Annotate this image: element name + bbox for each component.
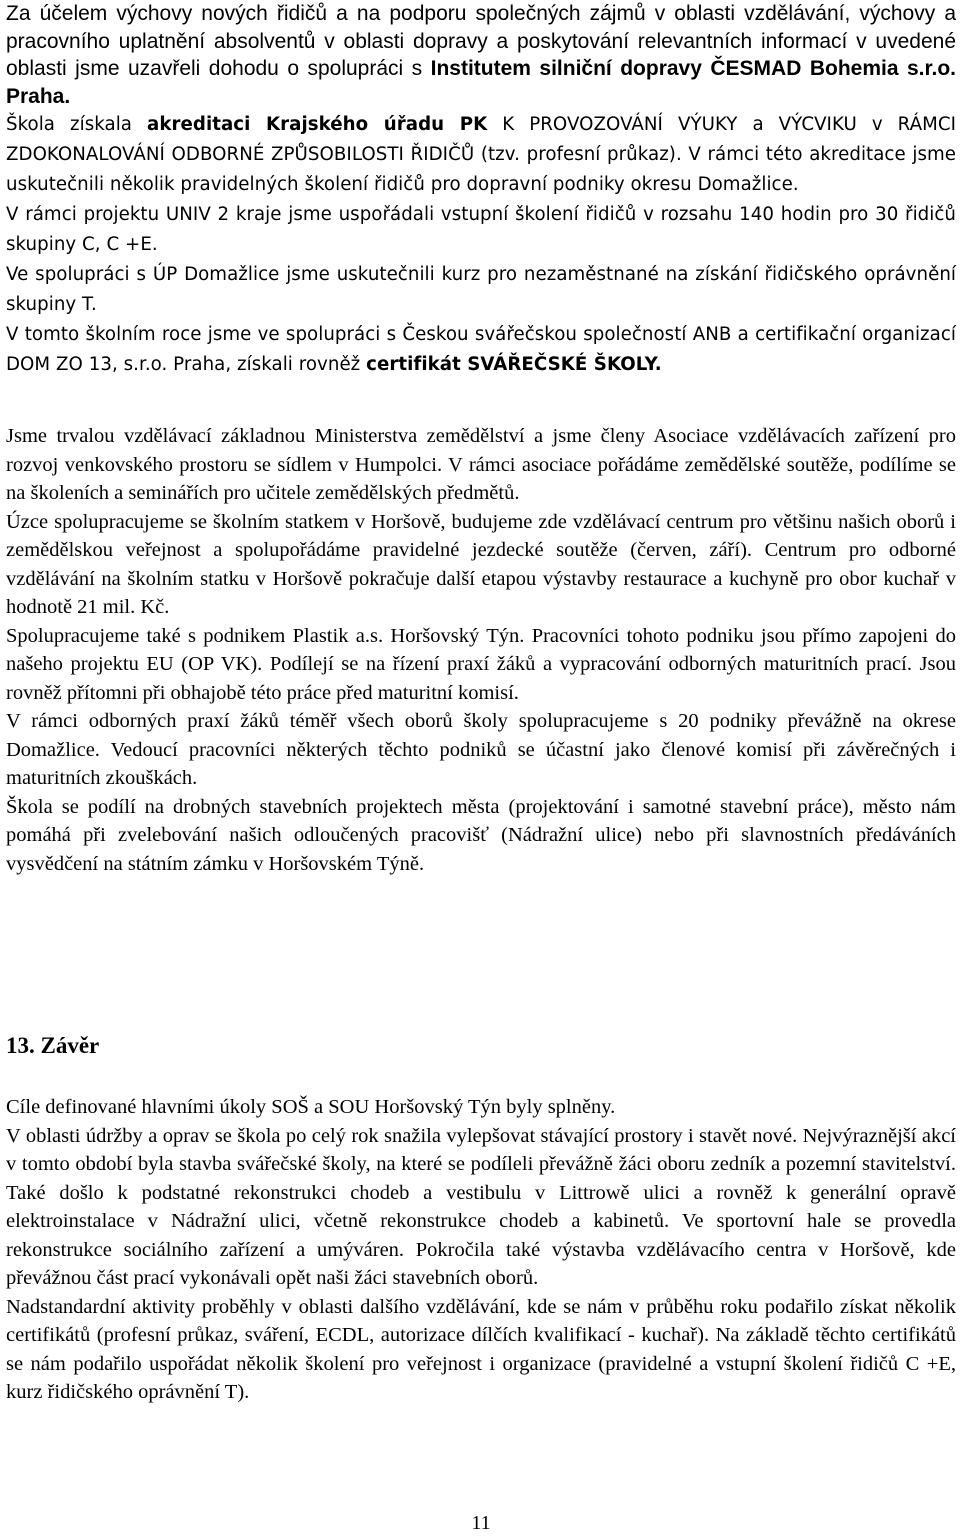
paragraph-text: V tomto školním roce jsme ve spolupráci s Českou svářečskou společností ANB a certifikační organizací DOM ZO 13, s.r.o. Praha, získali rovněž <box>6 324 956 375</box>
section-cooperation <box>6 0 956 380</box>
bold-text: akreditaci Krajského úřadu PK <box>147 114 488 135</box>
section-heading-zaver: 13. Závěr <box>6 1033 100 1058</box>
paragraph-horsov-farm: Úzce spolupracujeme se školním statkem v Horšově, budujeme zde vzdělávací centrum pro většinu našich oborů i zemědělskou veřejnost a spolupořádáme pravidelné jezdecké soutěže (červen, září). Centrum pro odborné vzdělávání na školním statku v Horšově pokračuje další etapou výstavby restaurace a kuchyně pro obor kuchař v hodnotě 21 mil. Kč. <box>6 510 956 618</box>
section-partners <box>6 422 956 878</box>
section-conclusion <box>6 1093 956 1407</box>
paragraph-accreditation <box>6 110 956 200</box>
paragraph-plastik: Spolupracujeme také s podnikem Plastik a.s. Horšovský Týn. Pracovníci tohoto podniku jsou přímo zapojeni do našeho projektu EU (OP VK). Podílejí se na řízení praxí žáků a vypracování odborných maturitních prací. Jsou rovněž přítomni při obhajobě této práce před maturitní komisí. <box>6 624 956 704</box>
page-number: 11 <box>471 1512 491 1534</box>
paragraph-activities: Nadstandardní aktivity proběhly v oblasti dalšího vzdělávání, kde se nám v průběhu roku podařilo získat několik certifikátů (profesní průkaz, sváření, ECDL, autorizace dílčích kvalifikací - kuchař). Na základě těchto certifikátů se nám podařilo uspořádat několik školení pro veřejnost i organizace (pravidelné a vstupní školení řidičů C +E, kurz řidičského oprávnění T). <box>6 1295 956 1403</box>
paragraph-up-domazlice: Ve spolupráci s ÚP Domažlice jsme uskutečnili kurz pro nezaměstnané na získání řidičského oprávnění skupiny T. <box>6 264 956 315</box>
paragraph-practice: V rámci odborných praxí žáků téměř všech oborů školy spolupracujeme s 20 podniky převážně na okrese Domažlice. Vedoucí pracovníci některých těchto podniků se účastní jako členové komisí při závěrečných i maturitních zkouškách. <box>6 710 956 789</box>
paragraph-text: Škola získala <box>6 114 147 135</box>
paragraph-goals: Cíle definované hlavními úkoly SOŠ a SOU Horšovský Týn byly splněny. <box>6 1096 616 1118</box>
paragraph-welding-school <box>6 320 956 380</box>
bold-text: Institutem silniční dopravy ČESMAD Bohemia s.r.o. Praha. <box>6 57 957 108</box>
paragraph-text: Za účelem výchovy nových řidičů a na podporu společných zájmů v oblasti vzdělávání, výchovy a pracovního uplatnění absolventů v oblasti dopravy a poskytování relevantních informací v uvedené oblasti jsme uzavřeli dohodu o spolupráci s <box>6 2 956 80</box>
paragraph-cesmad <box>6 0 956 110</box>
paragraph-town-projects: Škola se podílí na drobných stavebních projektech města (projektování i samotné stavební práce), město nám pomáhá při zvelebování našich odloučených pracovišť (Nádražní ulice) nebo při slavnostních předáváních vysvědčení na státním zámku v Horšovském Týně. <box>6 795 956 875</box>
bold-text: certifikát SVÁŘEČSKÉ ŠKOLY. <box>366 354 662 375</box>
paragraph-univ2: V rámci projektu UNIV 2 kraje jsme uspořádali vstupní školení řidičů v rozsahu 140 hodin pro 30 řidičů skupiny C, C +E. <box>6 204 956 255</box>
paragraph-text: K PROVOZOVÁNÍ VÝUKY a VÝCVIKU v RÁMCI ZDOKONALOVÁNÍ ODBORNÉ ZPŮSOBILOSTI ŘIDIČŮ (tzv. profesní průkaz). V rámci této akreditace jsme uskutečnili několik pravidelných školení řidičů pro dopravní podniky okresu Domažlice. <box>6 114 956 195</box>
paragraph-maintenance: V oblasti údržby a oprav se škola po celý rok snažila vylepšovat stávající prostory i stavět nové. Nejvýraznější akcí v tomto období byla stavba svářečské školy, na které se podíleli převážně žáci oboru zedník a pozemní stavitelství. Také došlo k podstatné rekonstrukci chodeb a vestibulu v Littrowě ulici a rovněž k generální opravě elektroinstalace v Nádražní ulici, včetně rekonstrukce chodeb a kabinetů. Ve sportovní hale se provedla rekonstrukce sociálního zařízení a umýváren. Pokročila také výstavba vzdělávacího centra v Horšově, kde převážnou část prací vykonávali opět naši žáci stavebních oborů. <box>6 1124 956 1289</box>
paragraph-ministry: Jsme trvalou vzdělávací základnou Ministerstva zemědělství a jsme členy Asociace vzdělávacích zařízení pro rozvoj venkovského prostoru se sídlem v Humpolci. V rámci asociace pořádáme zemědělské soutěže, podílíme se na školeních a seminářích pro učitele zemědělských předmětů. <box>6 425 956 504</box>
